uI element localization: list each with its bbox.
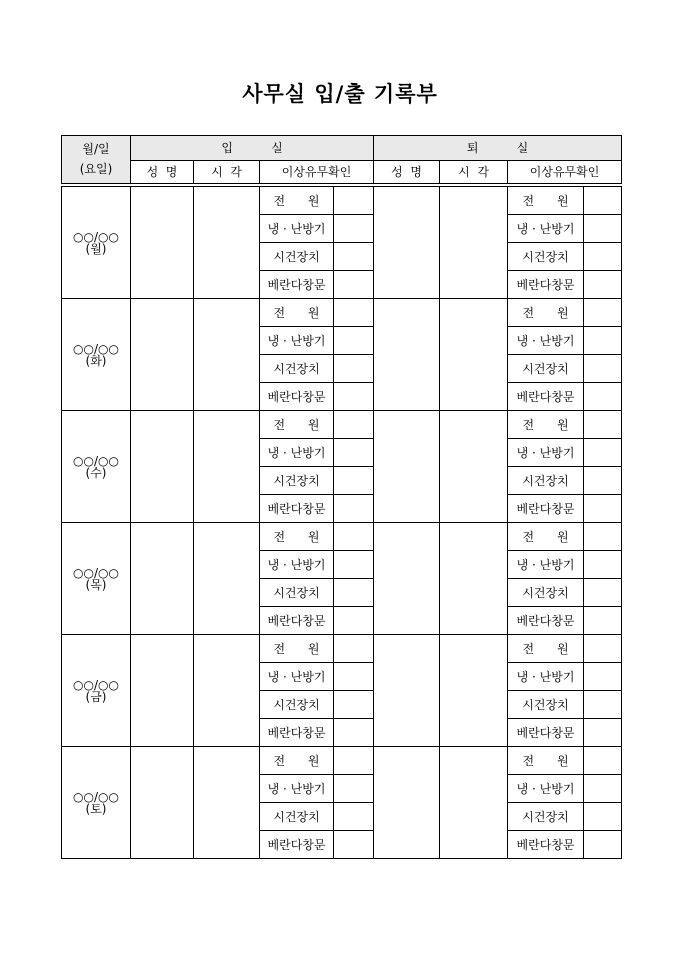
exit-check-item: 전 원: [508, 299, 584, 327]
day-date: ○○/○○: [73, 229, 119, 244]
entry-check-item: 냉 · 난방기: [260, 775, 334, 803]
exit-check-item: 시건장치: [508, 355, 584, 383]
entry-check-item: 시건장치: [260, 691, 334, 719]
exit-check-item: 전 원: [508, 747, 584, 775]
day-weekday: (월): [85, 241, 107, 256]
exit-name-cell[interactable]: [374, 747, 440, 859]
exit-time-cell[interactable]: [440, 299, 508, 411]
entry-check-mark[interactable]: [334, 607, 374, 635]
entry-check-item: 베란다창문: [260, 271, 334, 299]
exit-check-item: 베란다창문: [508, 719, 584, 747]
entry-check-mark[interactable]: [334, 327, 374, 355]
day-date: ○○/○○: [73, 677, 119, 692]
entry-check-item: 시건장치: [260, 579, 334, 607]
entry-check-mark[interactable]: [334, 495, 374, 523]
exit-check-header: 이상유무확인: [508, 161, 622, 184]
entry-check-item: 전 원: [260, 747, 334, 775]
entry-check-item: 베란다창문: [260, 383, 334, 411]
exit-check-item: 냉 · 난방기: [508, 663, 584, 691]
exit-check-mark[interactable]: [584, 663, 622, 691]
date-header-label: 월/일: [82, 142, 110, 157]
exit-name-header: 성 명: [374, 161, 440, 184]
entry-check-item: 냉 · 난방기: [260, 551, 334, 579]
exit-check-item: 냉 · 난방기: [508, 775, 584, 803]
entry-check-item: 베란다창문: [260, 495, 334, 523]
exit-check-mark[interactable]: [584, 691, 622, 719]
exit-check-mark[interactable]: [584, 775, 622, 803]
entry-check-item: 전 원: [260, 411, 334, 439]
exit-time-cell[interactable]: [440, 635, 508, 747]
exit-check-mark[interactable]: [584, 719, 622, 747]
exit-time-header: 시 각: [440, 161, 508, 184]
entry-check-mark[interactable]: [334, 523, 374, 551]
entry-check-item: 냉 · 난방기: [260, 439, 334, 467]
entry-check-item: 냉 · 난방기: [260, 215, 334, 243]
exit-time-cell[interactable]: [440, 747, 508, 859]
table-row: [62, 747, 622, 775]
entry-name-cell[interactable]: [131, 187, 194, 299]
exit-check-mark[interactable]: [584, 803, 622, 831]
exit-name-cell[interactable]: [374, 299, 440, 411]
entry-check-item: 전 원: [260, 635, 334, 663]
exit-check-mark[interactable]: [584, 467, 622, 495]
entry-check-mark[interactable]: [334, 411, 374, 439]
exit-check-mark[interactable]: [584, 327, 622, 355]
exit-check-item: 전 원: [508, 635, 584, 663]
exit-check-mark[interactable]: [584, 747, 622, 775]
entry-check-item: 시건장치: [260, 355, 334, 383]
exit-check-mark[interactable]: [584, 187, 622, 215]
table-row: [62, 187, 622, 215]
exit-check-mark[interactable]: [584, 831, 622, 859]
entry-check-mark[interactable]: [334, 831, 374, 859]
entry-name-cell[interactable]: [131, 747, 194, 859]
entry-time-cell[interactable]: [194, 187, 260, 299]
exit-check-item: 시건장치: [508, 579, 584, 607]
exit-check-item: 냉 · 난방기: [508, 327, 584, 355]
entry-check-mark[interactable]: [334, 215, 374, 243]
entry-check-mark[interactable]: [334, 299, 374, 327]
exit-time-cell[interactable]: [440, 187, 508, 299]
entry-check-item: 전 원: [260, 187, 334, 215]
entry-check-mark[interactable]: [334, 383, 374, 411]
exit-name-cell[interactable]: [374, 187, 440, 299]
day-cell: [62, 635, 131, 747]
entry-name-cell[interactable]: [131, 299, 194, 411]
exit-check-mark[interactable]: [584, 607, 622, 635]
entry-section-header: 입 실: [131, 136, 374, 161]
entry-time-header: 시 각: [194, 161, 260, 184]
exit-check-mark[interactable]: [584, 215, 622, 243]
day-date: ○○/○○: [73, 341, 119, 356]
exit-check-item: 베란다창문: [508, 383, 584, 411]
entry-check-mark[interactable]: [334, 243, 374, 271]
entry-time-cell[interactable]: [194, 299, 260, 411]
exit-section-header: 퇴 실: [374, 136, 622, 161]
exit-time-cell[interactable]: [440, 411, 508, 523]
entry-name-cell[interactable]: [131, 635, 194, 747]
entry-check-header: 이상유무확인: [260, 161, 374, 184]
day-weekday: (화): [85, 353, 107, 368]
exit-check-mark[interactable]: [584, 355, 622, 383]
exit-check-mark[interactable]: [584, 299, 622, 327]
day-cell: [62, 523, 131, 635]
header-row-1: [62, 136, 622, 161]
entry-time-cell[interactable]: [194, 411, 260, 523]
entry-check-mark[interactable]: [334, 775, 374, 803]
exit-check-item: 전 원: [508, 523, 584, 551]
entry-check-item: 시건장치: [260, 467, 334, 495]
exit-check-mark[interactable]: [584, 635, 622, 663]
exit-check-mark[interactable]: [584, 411, 622, 439]
entry-check-item: 시건장치: [260, 803, 334, 831]
entry-check-mark[interactable]: [334, 187, 374, 215]
entry-check-mark[interactable]: [334, 719, 374, 747]
day-weekday: (토): [85, 801, 107, 816]
exit-check-item: 전 원: [508, 411, 584, 439]
entry-time-cell[interactable]: [194, 523, 260, 635]
day-date: ○○/○○: [73, 453, 119, 468]
entry-check-mark[interactable]: [334, 803, 374, 831]
exit-check-item: 냉 · 난방기: [508, 551, 584, 579]
table-row: [62, 411, 622, 439]
day-cell: [62, 299, 131, 411]
exit-check-mark[interactable]: [584, 383, 622, 411]
entry-check-item: 시건장치: [260, 243, 334, 271]
exit-check-item: 베란다창문: [508, 495, 584, 523]
exit-time-cell[interactable]: [440, 523, 508, 635]
exit-check-item: 베란다창문: [508, 831, 584, 859]
day-cell: [62, 747, 131, 859]
entry-check-item: 냉 · 난방기: [260, 663, 334, 691]
exit-check-mark[interactable]: [584, 551, 622, 579]
exit-check-item: 시건장치: [508, 691, 584, 719]
exit-check-mark[interactable]: [584, 579, 622, 607]
entry-check-mark[interactable]: [334, 691, 374, 719]
exit-check-mark[interactable]: [584, 439, 622, 467]
entry-exit-log-table: [61, 135, 622, 859]
entry-check-mark[interactable]: [334, 439, 374, 467]
entry-check-item: 베란다창문: [260, 719, 334, 747]
entry-check-mark[interactable]: [334, 579, 374, 607]
exit-check-item: 시건장치: [508, 243, 584, 271]
day-cell: [62, 411, 131, 523]
day-date: ○○/○○: [73, 565, 119, 580]
day-weekday: (목): [85, 577, 107, 592]
entry-check-mark[interactable]: [334, 551, 374, 579]
day-weekday: (수): [85, 465, 107, 480]
entry-name-header: 성 명: [131, 161, 194, 184]
date-column-header: [62, 136, 131, 184]
exit-check-item: 시건장치: [508, 467, 584, 495]
table-row: [62, 523, 622, 551]
exit-check-item: 냉 · 난방기: [508, 215, 584, 243]
entry-check-mark[interactable]: [334, 467, 374, 495]
entry-check-item: 전 원: [260, 299, 334, 327]
day-cell: [62, 187, 131, 299]
exit-check-mark[interactable]: [584, 271, 622, 299]
entry-check-item: 베란다창문: [260, 831, 334, 859]
entry-time-cell[interactable]: [194, 747, 260, 859]
entry-check-item: 냉 · 난방기: [260, 327, 334, 355]
day-date: ○○/○○: [73, 789, 119, 804]
entry-time-cell[interactable]: [194, 635, 260, 747]
entry-name-cell[interactable]: [131, 411, 194, 523]
entry-name-cell[interactable]: [131, 523, 194, 635]
exit-name-cell[interactable]: [374, 411, 440, 523]
entry-check-mark[interactable]: [334, 271, 374, 299]
page-title: 사무실 입/출 기록부: [242, 81, 438, 106]
entry-check-mark[interactable]: [334, 747, 374, 775]
entry-check-item: 전 원: [260, 523, 334, 551]
exit-name-cell[interactable]: [374, 635, 440, 747]
exit-check-item: 냉 · 난방기: [508, 439, 584, 467]
weekday-header-label: (요일): [79, 161, 113, 176]
exit-check-mark[interactable]: [584, 243, 622, 271]
exit-check-item: 전 원: [508, 187, 584, 215]
day-weekday: (금): [85, 689, 107, 704]
entry-check-item: 베란다창문: [260, 607, 334, 635]
table-row: [62, 635, 622, 663]
entry-check-mark[interactable]: [334, 663, 374, 691]
table-row: [62, 299, 622, 327]
header-row-2: [62, 161, 622, 184]
exit-check-item: 베란다창문: [508, 607, 584, 635]
exit-check-item: 시건장치: [508, 803, 584, 831]
exit-check-mark[interactable]: [584, 523, 622, 551]
entry-check-mark[interactable]: [334, 355, 374, 383]
exit-check-item: 베란다창문: [508, 271, 584, 299]
entry-check-mark[interactable]: [334, 635, 374, 663]
exit-check-mark[interactable]: [584, 495, 622, 523]
exit-name-cell[interactable]: [374, 523, 440, 635]
